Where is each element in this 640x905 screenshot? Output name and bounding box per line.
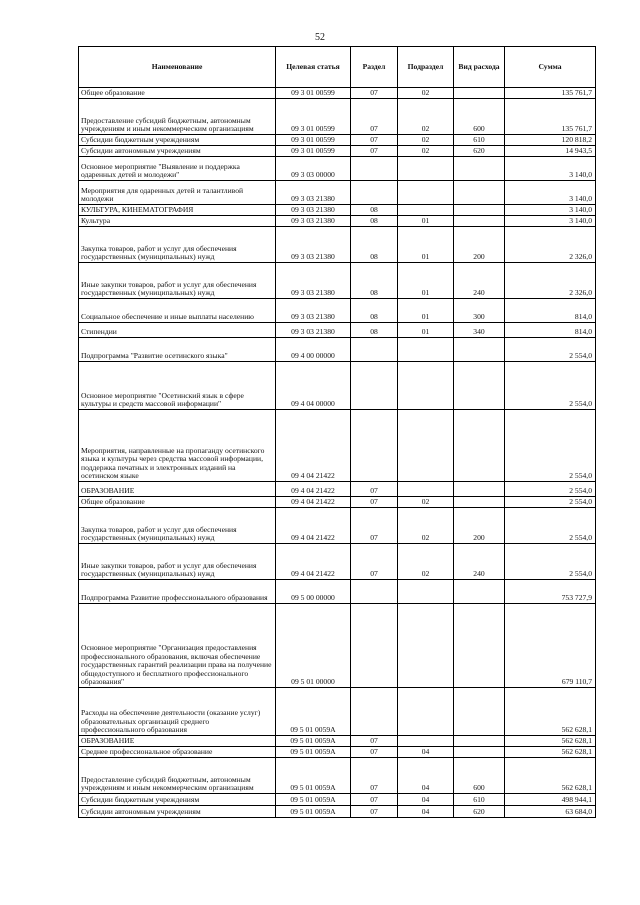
cell-sum: 3 140,0 <box>505 216 596 227</box>
cell-target: 09 4 04 21422 <box>276 508 351 544</box>
cell-type <box>454 497 505 508</box>
cell-target: 09 3 03 21380 <box>276 263 351 299</box>
cell-type <box>454 216 505 227</box>
cell-name: Субсидии автономным учреждениям <box>79 146 276 157</box>
cell-name: Среднее профессиональное образование <box>79 747 276 758</box>
table-row <box>79 181 596 205</box>
cell-section: 07 <box>351 747 398 758</box>
cell-type <box>454 157 505 181</box>
cell-subsection: 02 <box>398 88 454 99</box>
cell-section: 08 <box>351 227 398 263</box>
header-name: Наименование <box>79 47 276 88</box>
cell-target: 09 4 04 00000 <box>276 362 351 410</box>
cell-subsection: 02 <box>398 497 454 508</box>
table-body <box>79 88 596 818</box>
cell-name: Иные закупки товаров, работ и услуг для обеспечения государственных (муниципальных) нужд <box>79 263 276 299</box>
cell-type <box>454 338 505 362</box>
cell-type: 600 <box>454 99 505 135</box>
cell-subsection: 02 <box>398 508 454 544</box>
cell-name: Стипендии <box>79 323 276 338</box>
cell-sum: 562 628,1 <box>505 758 596 794</box>
cell-name: Мероприятия для одаренных детей и талантливой молодежи <box>79 181 276 205</box>
header-sum: Сумма <box>505 47 596 88</box>
cell-sum: 679 110,7 <box>505 604 596 688</box>
cell-type <box>454 580 505 604</box>
cell-type: 340 <box>454 323 505 338</box>
cell-name: Субсидии бюджетным учреждениям <box>79 794 276 806</box>
cell-section: 08 <box>351 323 398 338</box>
table-row <box>79 580 596 604</box>
table-row <box>79 135 596 146</box>
cell-sum: 2 554,0 <box>505 544 596 580</box>
cell-name: Закупка товаров, работ и услуг для обеспечения государственных (муниципальных) нужд <box>79 508 276 544</box>
table-row <box>79 323 596 338</box>
table-row <box>79 157 596 181</box>
cell-type: 240 <box>454 544 505 580</box>
cell-target: 09 3 01 00599 <box>276 135 351 146</box>
cell-target: 09 3 03 21380 <box>276 323 351 338</box>
cell-section: 08 <box>351 205 398 216</box>
cell-subsection: 02 <box>398 544 454 580</box>
cell-sum: 135 761,7 <box>505 88 596 99</box>
cell-subsection: 04 <box>398 747 454 758</box>
table-row <box>79 146 596 157</box>
cell-sum: 814,0 <box>505 323 596 338</box>
cell-type: 300 <box>454 299 505 323</box>
cell-section: 07 <box>351 99 398 135</box>
cell-name: Основное мероприятие "Выявление и поддержка одаренных детей и молодежи" <box>79 157 276 181</box>
cell-type <box>454 88 505 99</box>
header-type: Вид расхода <box>454 47 505 88</box>
cell-target: 09 4 04 21422 <box>276 410 351 482</box>
cell-section <box>351 410 398 482</box>
cell-name: Подпрограмма "Развитие осетинского языка" <box>79 338 276 362</box>
cell-subsection <box>398 688 454 736</box>
cell-subsection: 01 <box>398 323 454 338</box>
table-row <box>79 544 596 580</box>
cell-type <box>454 205 505 216</box>
table-row <box>79 410 596 482</box>
cell-sum: 2 326,0 <box>505 227 596 263</box>
table-row <box>79 747 596 758</box>
cell-section: 07 <box>351 146 398 157</box>
cell-target: 09 5 01 0059А <box>276 736 351 747</box>
cell-target: 09 3 03 21380 <box>276 216 351 227</box>
cell-subsection <box>398 580 454 604</box>
cell-type <box>454 482 505 497</box>
table-row <box>79 299 596 323</box>
cell-subsection <box>398 157 454 181</box>
cell-sum: 2 326,0 <box>505 263 596 299</box>
cell-subsection: 04 <box>398 806 454 818</box>
cell-name: Основное мероприятие "Осетинский язык в сфере культуры и средств массовой информации" <box>79 362 276 410</box>
cell-target: 09 5 01 0059А <box>276 688 351 736</box>
cell-section: 07 <box>351 88 398 99</box>
cell-section: 07 <box>351 736 398 747</box>
cell-subsection <box>398 410 454 482</box>
cell-sum: 2 554,0 <box>505 362 596 410</box>
cell-target: 09 4 04 21422 <box>276 482 351 497</box>
cell-section: 08 <box>351 299 398 323</box>
cell-name: ОБРАЗОВАНИЕ <box>79 736 276 747</box>
table-row <box>79 497 596 508</box>
cell-target: 09 3 01 00599 <box>276 88 351 99</box>
table-row <box>79 362 596 410</box>
cell-subsection <box>398 205 454 216</box>
header-section: Раздел <box>351 47 398 88</box>
cell-subsection: 01 <box>398 299 454 323</box>
cell-name: Субсидии бюджетным учреждениям <box>79 135 276 146</box>
cell-name: Предоставление субсидий бюджетным, автономным учреждениям и иным некоммерческим организациям <box>79 758 276 794</box>
cell-target: 09 3 03 21380 <box>276 205 351 216</box>
cell-target: 09 5 01 0059А <box>276 747 351 758</box>
cell-name: Основное мероприятие "Организация предоставления профессионального образования, включая обеспечение государственных гарантий реализации права на получение общедоступного и бесплатного профессионального образования" <box>79 604 276 688</box>
cell-target: 09 4 04 21422 <box>276 544 351 580</box>
cell-name: Общее образование <box>79 88 276 99</box>
cell-type <box>454 736 505 747</box>
cell-subsection: 02 <box>398 99 454 135</box>
cell-sum: 562 628,1 <box>505 747 596 758</box>
cell-name: Расходы на обеспечение деятельности (оказание услуг) образовательных организаций среднего профессионального образования <box>79 688 276 736</box>
cell-type: 200 <box>454 508 505 544</box>
table-row <box>79 263 596 299</box>
cell-sum: 753 727,9 <box>505 580 596 604</box>
cell-name: Предоставление субсидий бюджетным, автономным учреждениям и иным некоммерческим организациям <box>79 99 276 135</box>
cell-name: Закупка товаров, работ и услуг для обеспечения государственных (муниципальных) нужд <box>79 227 276 263</box>
cell-target: 09 3 01 00599 <box>276 99 351 135</box>
cell-sum: 63 684,0 <box>505 806 596 818</box>
cell-sum: 2 554,0 <box>505 338 596 362</box>
cell-sum: 562 628,1 <box>505 736 596 747</box>
cell-target: 09 5 01 0059А <box>276 806 351 818</box>
cell-name: Социальное обеспечение и иные выплаты населению <box>79 299 276 323</box>
cell-target: 09 5 01 0059А <box>276 758 351 794</box>
cell-section: 07 <box>351 758 398 794</box>
cell-target: 09 3 03 21380 <box>276 227 351 263</box>
cell-type <box>454 181 505 205</box>
cell-type: 600 <box>454 758 505 794</box>
table-row <box>79 205 596 216</box>
cell-sum: 2 554,0 <box>505 482 596 497</box>
table-row <box>79 482 596 497</box>
cell-target: 09 5 00 00000 <box>276 580 351 604</box>
cell-type <box>454 688 505 736</box>
table-row <box>79 794 596 806</box>
cell-name: Подпрограмма Развитие профессионального образования <box>79 580 276 604</box>
cell-section: 07 <box>351 508 398 544</box>
table-row <box>79 216 596 227</box>
table-row <box>79 338 596 362</box>
cell-sum: 135 761,7 <box>505 99 596 135</box>
cell-sum: 2 554,0 <box>505 410 596 482</box>
cell-subsection <box>398 338 454 362</box>
cell-type <box>454 410 505 482</box>
cell-target: 09 3 03 21380 <box>276 299 351 323</box>
cell-subsection: 04 <box>398 758 454 794</box>
cell-sum: 814,0 <box>505 299 596 323</box>
cell-section: 07 <box>351 497 398 508</box>
cell-sum: 14 943,5 <box>505 146 596 157</box>
cell-type: 610 <box>454 135 505 146</box>
cell-subsection: 02 <box>398 135 454 146</box>
cell-section: 07 <box>351 482 398 497</box>
cell-section <box>351 362 398 410</box>
cell-section: 07 <box>351 135 398 146</box>
cell-sum: 120 818,2 <box>505 135 596 146</box>
cell-type <box>454 747 505 758</box>
cell-sum: 3 140,0 <box>505 181 596 205</box>
budget-table <box>78 46 596 818</box>
table-row <box>79 758 596 794</box>
header-subsection: Подраздел <box>398 47 454 88</box>
cell-sum: 3 140,0 <box>505 205 596 216</box>
cell-subsection <box>398 736 454 747</box>
table-row <box>79 736 596 747</box>
table-row <box>79 508 596 544</box>
page-number: 52 <box>315 32 325 43</box>
cell-target: 09 4 00 00000 <box>276 338 351 362</box>
cell-subsection <box>398 181 454 205</box>
cell-section <box>351 688 398 736</box>
table-row <box>79 604 596 688</box>
table-row <box>79 688 596 736</box>
cell-target: 09 4 04 21422 <box>276 497 351 508</box>
cell-name: Мероприятия, направленные на пропаганду осетинского языка и культуры через средства массовой информации, поддержка печатных и электронных изданий на осетинском языке <box>79 410 276 482</box>
cell-name: Культура <box>79 216 276 227</box>
cell-name: ОБРАЗОВАНИЕ <box>79 482 276 497</box>
cell-type <box>454 362 505 410</box>
cell-type: 620 <box>454 806 505 818</box>
cell-subsection: 01 <box>398 227 454 263</box>
cell-name: Общее образование <box>79 497 276 508</box>
cell-subsection: 01 <box>398 216 454 227</box>
cell-subsection <box>398 362 454 410</box>
cell-name: Субсидии автономным учреждениям <box>79 806 276 818</box>
cell-sum: 3 140,0 <box>505 157 596 181</box>
cell-section: 07 <box>351 794 398 806</box>
cell-section: 08 <box>351 216 398 227</box>
cell-type: 200 <box>454 227 505 263</box>
table-row <box>79 88 596 99</box>
cell-type <box>454 604 505 688</box>
cell-name: КУЛЬТУРА, КИНЕМАТОГРАФИЯ <box>79 205 276 216</box>
cell-subsection: 04 <box>398 794 454 806</box>
cell-name: Иные закупки товаров, работ и услуг для обеспечения государственных (муниципальных) нужд <box>79 544 276 580</box>
cell-sum: 2 554,0 <box>505 508 596 544</box>
cell-sum: 498 944,1 <box>505 794 596 806</box>
header-target: Целевая статья <box>276 47 351 88</box>
cell-type: 240 <box>454 263 505 299</box>
cell-sum: 2 554,0 <box>505 497 596 508</box>
cell-subsection <box>398 482 454 497</box>
cell-target: 09 3 03 00000 <box>276 157 351 181</box>
cell-target: 09 3 03 21380 <box>276 181 351 205</box>
cell-subsection: 02 <box>398 146 454 157</box>
cell-subsection: 01 <box>398 263 454 299</box>
cell-type: 610 <box>454 794 505 806</box>
table-row <box>79 227 596 263</box>
cell-target: 09 5 01 00000 <box>276 604 351 688</box>
cell-section: 07 <box>351 806 398 818</box>
cell-section <box>351 181 398 205</box>
table-row <box>79 806 596 818</box>
cell-section: 07 <box>351 544 398 580</box>
cell-section <box>351 604 398 688</box>
cell-section <box>351 580 398 604</box>
cell-target: 09 5 01 0059А <box>276 794 351 806</box>
cell-section <box>351 157 398 181</box>
cell-target: 09 3 01 00599 <box>276 146 351 157</box>
cell-sum: 562 628,1 <box>505 688 596 736</box>
table-header-row <box>79 47 596 88</box>
cell-type: 620 <box>454 146 505 157</box>
cell-section: 08 <box>351 263 398 299</box>
table-row <box>79 99 596 135</box>
cell-section <box>351 338 398 362</box>
cell-subsection <box>398 604 454 688</box>
